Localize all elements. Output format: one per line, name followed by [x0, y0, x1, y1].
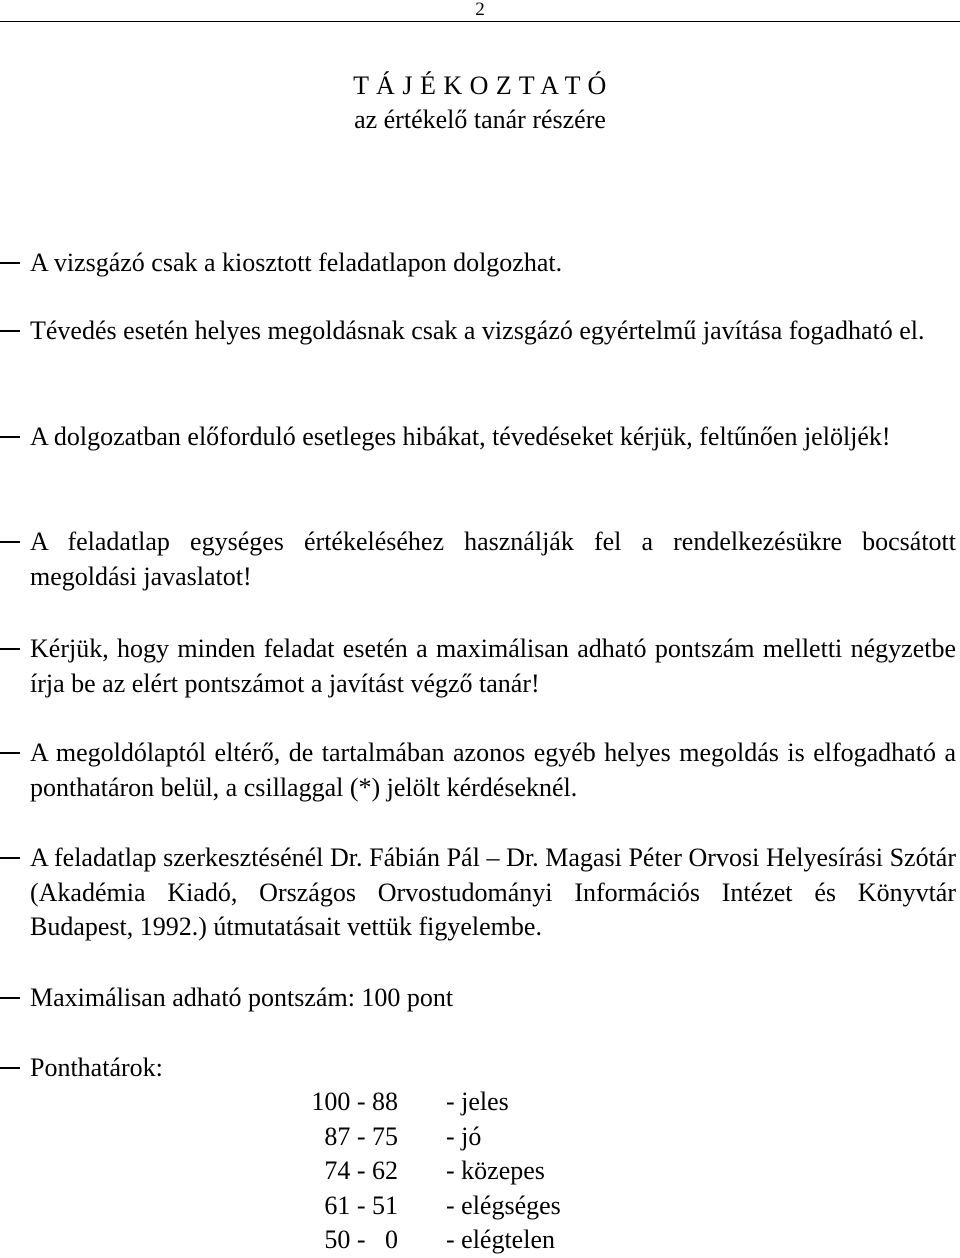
list-item-text: Kérjük, hogy minden feladat esetén a maximálisan adható pontszám melletti négyzetbe írja be az elért pontszámot a javítást végző tanár! [30, 634, 956, 698]
grade-table [0, 1085, 960, 1258]
list-item-text: Tévedés esetén helyes megoldásnak csak a vizsgázó egyértelmű javítása fogadható el. [30, 316, 925, 345]
list-item [0, 841, 960, 945]
grade-range: 61 - 51 [324, 1190, 398, 1220]
list-item [0, 314, 960, 349]
page-title: T Á J É K O Z T A T Ó [353, 71, 607, 100]
list-item [0, 525, 960, 594]
list-item-text: A megoldólaptól eltérő, de tartalmában azonos egyéb helyes megoldás is elfogadható a ponthatáron belül, a csillaggal (*) jelölt kérdéseknél. [30, 738, 956, 802]
list-item-text: A dolgozatban előforduló esetleges hibákat, tévedéseket kérjük, feltűnően jelöljék! [30, 422, 891, 451]
dash-bullet [0, 648, 20, 650]
list-item [0, 632, 960, 701]
list-item-text: A feladatlap egységes értékeléséhez használják fel a rendelkezésükre bocsátott megoldási javaslatot! [30, 527, 956, 591]
dash-bullet [0, 1067, 20, 1069]
dash-bullet [0, 857, 20, 859]
list-item-text: A vizsgázó csak a kiosztott feladatlapon dolgozhat. [30, 248, 563, 277]
header-rule [0, 21, 960, 22]
grade-label: - elégtelen [446, 1225, 555, 1254]
grade-row [0, 1189, 960, 1224]
list-item [0, 420, 960, 455]
grade-row [0, 1120, 960, 1155]
dash-bullet [0, 262, 20, 264]
list-item [0, 981, 960, 1016]
grade-label: - jeles [446, 1087, 509, 1116]
list-item [0, 246, 960, 281]
dash-bullet [0, 752, 20, 754]
grade-range: 87 - 75 [324, 1121, 398, 1151]
list-item-text: A feladatlap szerkesztésénél Dr. Fábián Pál – Dr. Magasi Péter Orvosi Helyesírási Szótár (Akadémia Kiadó, Országos Orvostudományi Információs Intézet és Könyvtár Budapest, 1992.) útmutatásait vettük figyelembe. [30, 843, 956, 941]
grade-label: - elégséges [446, 1190, 561, 1220]
grade-row [0, 1085, 960, 1120]
grade-row [0, 1223, 960, 1258]
grade-label: - közepes [446, 1156, 545, 1185]
grade-range: 50 - 0 [324, 1225, 398, 1254]
grade-row [0, 1154, 960, 1189]
dash-bullet [0, 997, 20, 999]
grade-range: 100 - 88 [311, 1087, 398, 1116]
page-subtitle: az értékelő tanár részére [354, 105, 606, 134]
dash-bullet [0, 330, 20, 332]
page-number: 2 [475, 0, 485, 20]
dash-bullet [0, 436, 20, 438]
dash-bullet [0, 541, 20, 543]
grade-range: 74 - 62 [324, 1156, 398, 1185]
list-item-text: Maximálisan adható pontszám: 100 pont [30, 983, 454, 1012]
list-item-text: Ponthatárok: [30, 1053, 163, 1082]
list-item [0, 736, 960, 805]
grade-label: - jó [446, 1121, 482, 1151]
list-item [0, 1051, 960, 1086]
